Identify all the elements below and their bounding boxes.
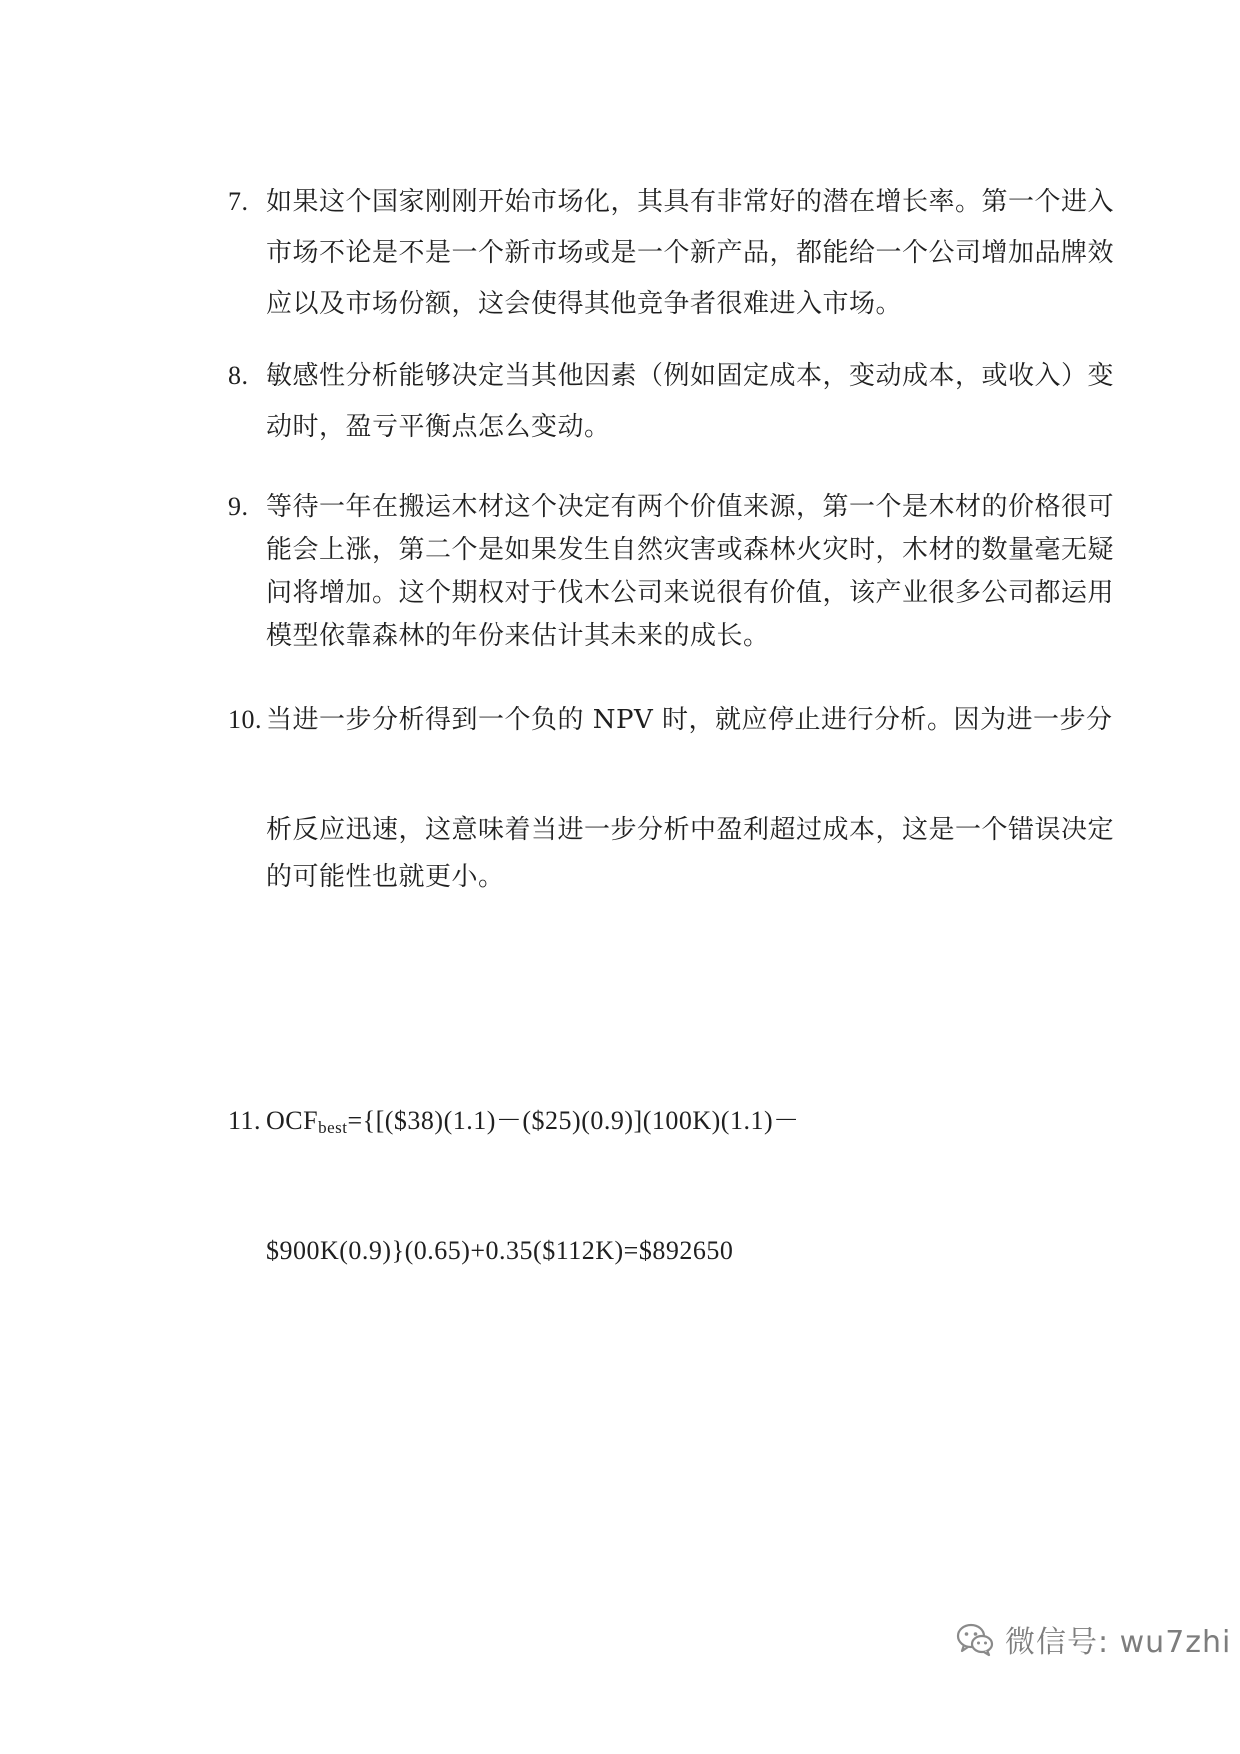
item-line: 析反应迅速，这意味着当进一步分析中盈利超过成本，这是一个错误决定 — [266, 815, 1115, 845]
item-line: 等待一年在搬运木材这个决定有两个价值来源，第一个是木材的价格很可 — [266, 492, 1115, 522]
item-line: 应以及市场份额，这会使得其他竞争者很难进入市场。 — [266, 289, 903, 319]
wechat-icon — [955, 1619, 995, 1659]
item-line: 能会上涨，第二个是如果发生自然灾害或森林火灾时，木材的数量毫无疑 — [266, 535, 1115, 565]
watermark — [955, 1614, 1231, 1664]
item-number: 7. — [228, 187, 249, 216]
item-line: 敏感性分析能够决定当其他因素（例如固定成本，变动成本，或收入）变 — [266, 361, 1115, 391]
formula-line-2: $900K(0.9)}(0.65)+0.35($112K)=$892650 — [266, 1236, 734, 1265]
item-line: 的可能性也就更小。 — [266, 862, 505, 892]
formula-variable: OCF — [266, 1106, 319, 1135]
item-line: 动时，盈亏平衡点怎么变动。 — [266, 412, 611, 442]
item-number: 8. — [228, 361, 249, 390]
item-line: 当进一步分析得到一个负的 NPV 时，就应停止进行分析。因为进一步分 — [266, 705, 1113, 735]
formula-subscript: best — [318, 1118, 348, 1137]
formula-line-1 — [266, 1097, 1066, 1152]
watermark-text: 微信号: wu7zhi — [1005, 1625, 1232, 1660]
item-number: 10. — [228, 705, 262, 734]
item-line: 市场不论是不是一个新市场或是一个新产品，都能给一个公司增加品牌效 — [266, 238, 1115, 268]
formula-expression: ={[($38)(1.1)－($25)(0.9)](100K)(1.1)－ — [347, 1106, 800, 1135]
item-line: 模型依靠森林的年份来估计其未来的成长。 — [266, 621, 770, 651]
item-number: 11. — [228, 1106, 262, 1135]
item-line: 问将增加。这个期权对于伐木公司来说很有价值，该产业很多公司都运用 — [266, 578, 1115, 608]
item-line: 如果这个国家刚刚开始市场化，其具有非常好的潜在增长率。第一个进入 — [266, 187, 1115, 217]
item-number: 9. — [228, 492, 249, 521]
